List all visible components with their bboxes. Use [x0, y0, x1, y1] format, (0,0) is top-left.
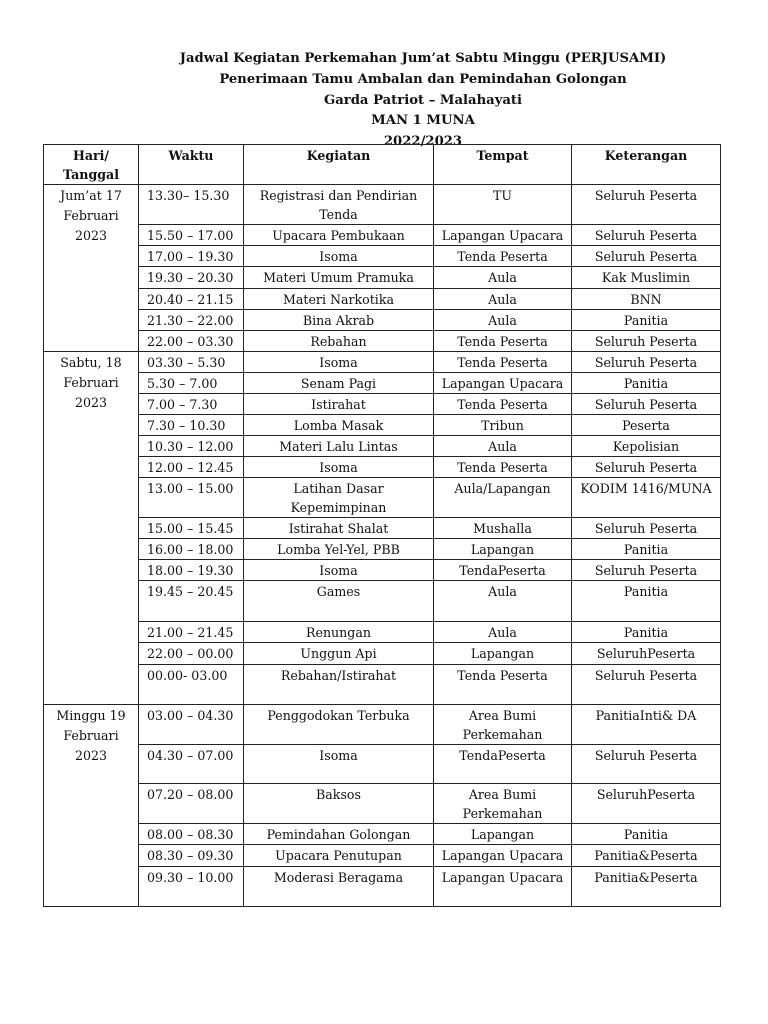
activity-cell: Upacara Pembukaan	[244, 225, 434, 246]
activity-cell: Isoma	[244, 246, 434, 267]
place-cell: Tenda Peserta	[434, 457, 572, 478]
note-cell: Peserta	[572, 415, 721, 436]
table-row	[44, 518, 721, 539]
activity-cell: Isoma	[244, 457, 434, 478]
table-row	[44, 289, 721, 310]
note-cell: Seluruh Peserta	[572, 246, 721, 267]
time-cell: 08.30 – 09.30	[139, 845, 244, 867]
place-cell: Tenda Peserta	[434, 665, 572, 705]
note-cell: Panitia&Peserta	[572, 867, 721, 907]
time-cell: 22.00 – 03.30	[139, 331, 244, 352]
activity-cell: Pemindahan Golongan	[244, 824, 434, 845]
time-cell: 19.45 – 20.45	[139, 581, 244, 622]
place-cell: Aula/Lapangan	[434, 478, 572, 518]
time-cell: 13.30– 15.30	[139, 185, 244, 225]
place-cell: Lapangan Upacara	[434, 373, 572, 394]
place-cell: Tribun	[434, 415, 572, 436]
schedule-subtitle: Penerimaan Tamu Ambalan dan Pemindahan Golongan	[219, 71, 627, 87]
time-cell: 7.30 – 10.30	[139, 415, 244, 436]
note-cell: Panitia	[572, 373, 721, 394]
activity-cell: Senam Pagi	[244, 373, 434, 394]
time-cell: 20.40 – 21.15	[139, 289, 244, 310]
note-cell: Seluruh Peserta	[572, 225, 721, 246]
note-cell: Seluruh Peserta	[572, 745, 721, 784]
time-cell: 17.00 – 19.30	[139, 246, 244, 267]
document-header	[0, 49, 768, 153]
place-cell: Aula	[434, 581, 572, 622]
table-row	[44, 622, 721, 643]
table-row	[44, 373, 721, 394]
table-row	[44, 581, 721, 622]
time-cell: 10.30 – 12.00	[139, 436, 244, 457]
place-cell: Aula	[434, 436, 572, 457]
activity-cell: Rebahan	[244, 331, 434, 352]
time-cell: 15.50 – 17.00	[139, 225, 244, 246]
activity-cell: Upacara Penutupan	[244, 845, 434, 867]
activity-cell: Isoma	[244, 745, 434, 784]
activity-cell: Lomba Masak	[244, 415, 434, 436]
schedule-table	[43, 144, 721, 907]
place-cell: Area Bumi Perkemahan	[434, 784, 572, 824]
place-cell: Aula	[434, 310, 572, 331]
activity-cell: Isoma	[244, 560, 434, 581]
note-cell: Kepolisian	[572, 436, 721, 457]
place-cell: Tenda Peserta	[434, 352, 572, 373]
note-cell: Seluruh Peserta	[572, 185, 721, 225]
activity-cell: Materi Narkotika	[244, 289, 434, 310]
activity-cell: Moderasi Beragama	[244, 867, 434, 907]
note-cell: Panitia&Peserta	[572, 845, 721, 867]
time-cell: 22.00 – 00.00	[139, 643, 244, 665]
place-cell: Lapangan	[434, 539, 572, 560]
time-cell: 07.20 – 08.00	[139, 784, 244, 824]
table-row	[44, 185, 721, 225]
table-row	[44, 560, 721, 581]
table-row	[44, 457, 721, 478]
place-cell: Aula	[434, 622, 572, 643]
day-cell: Minggu 19 Februari 2023	[44, 705, 139, 907]
activity-cell: Istirahat Shalat	[244, 518, 434, 539]
activity-cell: Materi Umum Pramuka	[244, 267, 434, 289]
note-cell: Seluruh Peserta	[572, 560, 721, 581]
table-row	[44, 310, 721, 331]
note-cell: Seluruh Peserta	[572, 331, 721, 352]
note-cell: SeluruhPeserta	[572, 643, 721, 665]
note-cell: SeluruhPeserta	[572, 784, 721, 824]
table-row	[44, 246, 721, 267]
time-cell: 03.30 – 5.30	[139, 352, 244, 373]
place-cell: Tenda Peserta	[434, 394, 572, 415]
school-name: MAN 1 MUNA	[371, 113, 475, 129]
table-row	[44, 845, 721, 867]
schedule-title: Jadwal Kegiatan Perkemahan Jum’at Sabtu Minggu (PERJUSAMI)	[179, 51, 667, 66]
note-cell: PanitiaInti& DA	[572, 705, 721, 745]
time-cell: 03.00 – 04.30	[139, 705, 244, 745]
time-cell: 08.00 – 08.30	[139, 824, 244, 845]
place-cell: TU	[434, 185, 572, 225]
note-cell: Seluruh Peserta	[572, 665, 721, 705]
table-row	[44, 705, 721, 745]
table-row	[44, 352, 721, 373]
time-cell: 15.00 – 15.45	[139, 518, 244, 539]
place-cell: Lapangan Upacara	[434, 867, 572, 907]
header-note: Keterangan	[572, 145, 721, 185]
note-cell: Seluruh Peserta	[572, 394, 721, 415]
table-row	[44, 436, 721, 457]
table-row	[44, 267, 721, 289]
day-cell: Jum’at 17 Februari 2023	[44, 185, 139, 352]
time-cell: 16.00 – 18.00	[139, 539, 244, 560]
table-row	[44, 394, 721, 415]
time-cell: 21.00 – 21.45	[139, 622, 244, 643]
academic-year: 2022/2023	[383, 134, 463, 150]
table-row	[44, 415, 721, 436]
activity-cell: Registrasi dan Pendirian Tenda	[244, 185, 434, 225]
activity-cell: Rebahan/Istirahat	[244, 665, 434, 705]
activity-cell: Unggun Api	[244, 643, 434, 665]
note-cell: Seluruh Peserta	[572, 518, 721, 539]
table-row	[44, 867, 721, 907]
activity-cell: Isoma	[244, 352, 434, 373]
place-cell: Tenda Peserta	[434, 246, 572, 267]
note-cell: Panitia	[572, 622, 721, 643]
time-cell: 13.00 – 15.00	[139, 478, 244, 518]
note-cell: Seluruh Peserta	[572, 352, 721, 373]
note-cell: Panitia	[572, 310, 721, 331]
time-cell: 09.30 – 10.00	[139, 867, 244, 907]
table-row	[44, 478, 721, 518]
place-cell: TendaPeserta	[434, 560, 572, 581]
place-cell: Tenda Peserta	[434, 331, 572, 352]
header-activity: Kegiatan	[244, 145, 434, 185]
place-cell: Lapangan Upacara	[434, 845, 572, 867]
day-cell: Sabtu, 18 Februari 2023	[44, 352, 139, 705]
place-cell: Lapangan	[434, 643, 572, 665]
header-day: Hari/ Tanggal	[44, 145, 139, 185]
time-cell: 5.30 – 7.00	[139, 373, 244, 394]
note-cell: Panitia	[572, 539, 721, 560]
time-cell: 19.30 – 20.30	[139, 267, 244, 289]
activity-cell: Bina Akrab	[244, 310, 434, 331]
place-cell: TendaPeserta	[434, 745, 572, 784]
table-header-row	[44, 145, 721, 185]
note-cell: Panitia	[572, 824, 721, 845]
note-cell: Kak Muslimin	[572, 267, 721, 289]
table-row	[44, 784, 721, 824]
activity-cell: Materi Lalu Lintas	[244, 436, 434, 457]
place-cell: Lapangan Upacara	[434, 225, 572, 246]
table-row	[44, 745, 721, 784]
organization-name: Garda Patriot – Malahayati	[323, 92, 523, 108]
activity-cell: Latihan Dasar Kepemimpinan	[244, 478, 434, 518]
time-cell: 12.00 – 12.45	[139, 457, 244, 478]
place-cell: Aula	[434, 267, 572, 289]
table-row	[44, 824, 721, 845]
activity-cell: Lomba Yel-Yel, PBB	[244, 539, 434, 560]
place-cell: Aula	[434, 289, 572, 310]
time-cell: 04.30 – 07.00	[139, 745, 244, 784]
place-cell: Lapangan	[434, 824, 572, 845]
time-cell: 21.30 – 22.00	[139, 310, 244, 331]
note-cell: BNN	[572, 289, 721, 310]
header-time: Waktu	[139, 145, 244, 185]
table-row	[44, 539, 721, 560]
place-cell: Mushalla	[434, 518, 572, 539]
activity-cell: Penggodokan Terbuka	[244, 705, 434, 745]
schedule-body	[44, 185, 721, 907]
time-cell: 18.00 – 19.30	[139, 560, 244, 581]
table-row	[44, 665, 721, 705]
note-cell: Seluruh Peserta	[572, 457, 721, 478]
time-cell: 00.00- 03.00	[139, 665, 244, 705]
table-row	[44, 643, 721, 665]
activity-cell: Games	[244, 581, 434, 622]
activity-cell: Baksos	[244, 784, 434, 824]
time-cell: 7.00 – 7.30	[139, 394, 244, 415]
table-row	[44, 225, 721, 246]
note-cell: KODIM 1416/MUNA	[572, 478, 721, 518]
place-cell: Area Bumi Perkemahan	[434, 705, 572, 745]
activity-cell: Istirahat	[244, 394, 434, 415]
table-row	[44, 331, 721, 352]
note-cell: Panitia	[572, 581, 721, 622]
activity-cell: Renungan	[244, 622, 434, 643]
header-place: Tempat	[434, 145, 572, 185]
